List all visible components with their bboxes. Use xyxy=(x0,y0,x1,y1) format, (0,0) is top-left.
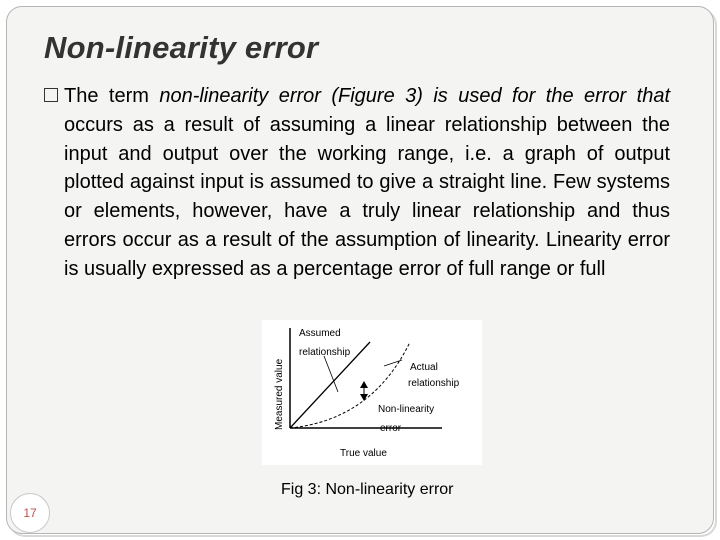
slide-title: Non-linearity error xyxy=(44,30,319,65)
nonlinearity-graph xyxy=(262,320,482,465)
paragraph-rest: occurs as a result of assuming a linear relationship between the input and output over the working range, i.e. a graph of output plotted against input is assumed to give a straight line. Few systems or elements, however, have a truly linear relationship and thus errors occur as a result of the assumption of linearity. Linearity error is usually expressed as a percentage error of full range or full xyxy=(64,113,670,280)
error-arrow-up xyxy=(360,381,368,388)
actual-label-1: Actual xyxy=(410,362,438,373)
paragraph-lead: The term xyxy=(64,85,160,107)
y-axis-label: Measured value xyxy=(274,358,285,430)
actual-leader xyxy=(384,360,402,366)
assumed-label-2: relationship xyxy=(299,347,351,358)
page-number-badge: 17 xyxy=(10,493,50,533)
actual-label-2: relationship xyxy=(408,378,460,389)
x-axis-label: True value xyxy=(340,448,387,459)
assumed-leader xyxy=(324,356,338,392)
error-label-1: Non-linearity xyxy=(378,404,435,415)
body-paragraph xyxy=(64,82,670,284)
figure-caption: Fig 3: Non-linearity error xyxy=(281,481,454,498)
figure-nonlinearity xyxy=(262,320,482,465)
error-arrow-down xyxy=(360,394,368,401)
error-label-2: error xyxy=(380,423,402,434)
paragraph-term: non-linearity error (Figure 3) is used for the error that xyxy=(159,85,671,107)
assumed-label-1: Assumed xyxy=(299,328,341,339)
checkbox-square-icon xyxy=(44,88,58,102)
